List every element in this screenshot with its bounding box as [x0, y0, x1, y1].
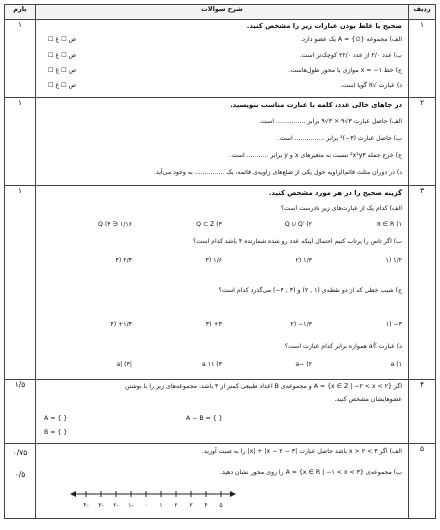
header-score: بارم — [5, 5, 36, 20]
q2-item-d: د) در دوران مثلث قائم‌الزاویه حول یکی از ضلع‌های زاویه‌ی قائمه، یک ............... به وجود می‌آید. — [154, 169, 402, 176]
number-line-label: ۱ — [159, 502, 163, 509]
q5-b-text: ب) مجموعه‌ی {x ∈ R | −۱ < x < ۳} = A را روی محور نشان دهید. — [219, 469, 402, 476]
q3-c-opt1[interactable]: ۳− (۱ — [385, 321, 402, 328]
q2-item-c: ج) خرج جمله ²x²y۳ نسبت به متغیرهای x و y برابر ........... است. — [229, 152, 402, 159]
q4-set-b: B = { } — [44, 429, 68, 436]
q3-b-question: ب) اگر تاس را پرتاب کنیم احتمال اینکه عدد رو شده شمارنده ۴ باشد کدام است؟ — [192, 238, 402, 245]
q1-tf-d[interactable]: ص ☐ غ ☐ — [48, 82, 77, 89]
q3-b-opt2[interactable]: ۱/۳ (۲ — [295, 257, 312, 264]
q3-b-opt4[interactable]: ۲/۳ (۴ — [115, 257, 132, 264]
q1-title: صحیح یا غلط بودن عبارات زیر را مشخص کنید. — [246, 22, 402, 30]
number-line-label: ۳ — [189, 502, 193, 509]
q4-set-a-minus-b: A − B = { } — [186, 415, 223, 422]
header-desc: شرح سوالات — [36, 5, 409, 20]
q1-item-c: ج) خط ۱− = x موازی با محور طول‌هاست. — [288, 67, 402, 74]
number-line-label: ۲ — [174, 502, 178, 509]
q5-score-b: ۰/۵ — [14, 470, 26, 479]
q2-item-b: ب) حاصل عبارت (۳−)² برابر ............... است. — [277, 135, 402, 142]
q1-item-b: ب) عدد ۲/۰ از عدد ۲۲/۰ کوچک‌تر است. — [299, 52, 402, 59]
number-line — [68, 486, 238, 512]
q3-d-opt2[interactable]: a− (۲ — [295, 361, 312, 368]
table-header-row — [5, 5, 436, 20]
q2-num: ۲ — [409, 98, 436, 186]
q3-a-opt1[interactable]: π ∈ R (۱ — [376, 221, 402, 228]
q3-d-opt4[interactable]: |a| (۴ — [116, 361, 132, 368]
right-arrow-icon — [230, 491, 236, 497]
left-arrow-icon — [70, 491, 76, 497]
q1-tf-c[interactable]: ص ☐ غ ☐ — [48, 67, 77, 74]
q4-text-line1: اگر {x ∈ Z | −۲ < x < ۲} = A و مجموعه‌ی B اعداد طبیعی کمتر از ۴ باشد، مجموعه‌های زیر را با نوشتن — [125, 383, 402, 390]
number-line-label: ۰ — [144, 502, 148, 509]
q3-c-question: ج) شیب خطی که از دو نقطه‌ی (۱ , ۲) و (۳ , ۴−) می‌گذرد کدام است؟ — [218, 287, 402, 294]
q3-d-opt3[interactable]: a ۱۱ (۳ — [201, 361, 222, 368]
number-line-label: -۳ — [98, 502, 104, 509]
q1-tf-b[interactable]: ص ☐ غ ☐ — [48, 52, 77, 59]
exam-table — [4, 4, 436, 519]
number-line-label: ۴ — [204, 502, 208, 509]
q5-num: ۵ — [409, 444, 436, 519]
q2-score: ۱ — [5, 98, 36, 186]
q1-tf-a[interactable]: ص ☐ غ ☐ — [48, 36, 77, 43]
q1-item-a: الف) مجموعه {∅} = A یک عضو دارد. — [300, 36, 402, 43]
q1-score: ۱ — [5, 20, 36, 98]
q3-a-opt3[interactable]: Q ⊂ Z (۳ — [196, 221, 222, 228]
q3-c-opt3[interactable]: ۳+ (۳ — [205, 321, 222, 328]
q4-num: ۴ — [409, 380, 436, 444]
q4-score: ۱/۵ — [5, 380, 36, 444]
number-line-label: -۱ — [128, 502, 134, 509]
q4-text-line2: عضوهایشان مشخص کنید. — [334, 396, 402, 403]
q3-title: گزینه صحیح را در هر مورد مشخص کنید. — [268, 189, 402, 197]
q3-num: ۳ — [409, 186, 436, 380]
q5-a-text: الف) اگر ۳ > x > ۲ باشد حاصل عبارت |۳ − x| + |x − ۲| را به صبت آورید. — [202, 448, 402, 455]
question-row-1 — [5, 20, 436, 98]
q2-item-a: الف) حاصل عبارت ۳√۹ × ۳√۹ برابر ............... است. — [259, 118, 402, 125]
q1-item-d: د) عبارت √π گویا است. — [340, 82, 402, 89]
q3-a-opt2[interactable]: Q ∪ Q′ (۲ — [284, 221, 312, 228]
question-row-3 — [5, 186, 436, 380]
number-line-label: -۲ — [113, 502, 119, 509]
q3-c-opt4[interactable]: ۱/۳+ (۴ — [110, 321, 132, 328]
number-line-label: -۴ — [83, 502, 89, 509]
question-row-2 — [5, 98, 436, 186]
q3-b-opt1[interactable]: ۱/۲ (۱ — [385, 257, 402, 264]
q2-title: در جاهای خالی عدد، کلمه یا عبارت مناسب بنویسید. — [230, 101, 402, 109]
q3-d-question: د) عبارت ∛a همواره برابر کدام عبارت است؟ — [284, 343, 402, 350]
q4-set-a: A = { } — [44, 415, 68, 422]
q3-a-opt4[interactable]: ۱/۱۶ ∈ Q (۴ — [98, 221, 132, 228]
q3-c-opt2[interactable]: ۱/۳− (۲ — [290, 321, 312, 328]
q3-d-opt1[interactable]: a (۱ — [390, 361, 402, 368]
q3-a-question: الف) کدام یک از عبارت‌های زیر نادرست است؟ — [280, 205, 402, 212]
q5-score-a: ۰/۷۵ — [12, 448, 28, 457]
question-row-4 — [5, 380, 436, 444]
q3-score: ۱ — [5, 186, 36, 380]
header-num: ردیف — [409, 5, 436, 20]
number-line-label: ۵ — [219, 502, 223, 509]
q3-b-opt3[interactable]: ۱/۶ (۳ — [205, 257, 222, 264]
question-row-5 — [5, 444, 436, 519]
q1-num: ۱ — [409, 20, 436, 98]
